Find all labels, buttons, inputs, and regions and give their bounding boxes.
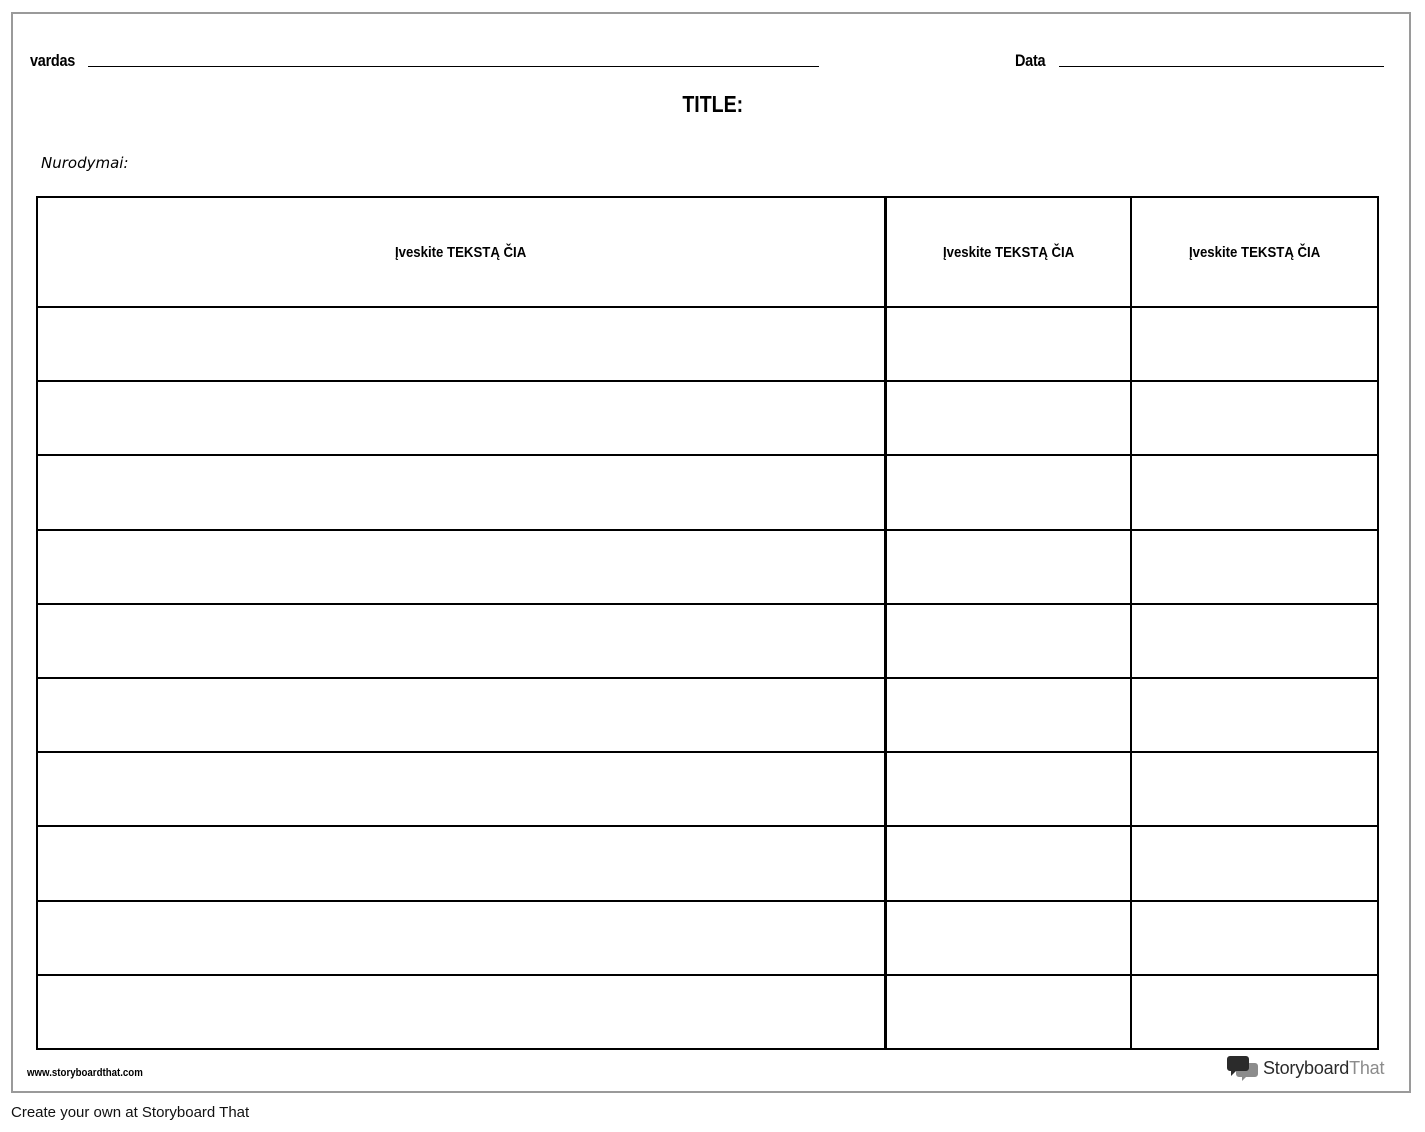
table-row xyxy=(37,307,1378,381)
table-cell[interactable] xyxy=(885,455,1131,529)
table-cell[interactable] xyxy=(885,381,1131,455)
table-row xyxy=(37,455,1378,529)
table-cell[interactable] xyxy=(885,752,1131,826)
table-cell[interactable] xyxy=(1131,381,1378,455)
table-cell[interactable] xyxy=(37,678,885,752)
table-cell[interactable] xyxy=(1131,678,1378,752)
date-line[interactable] xyxy=(1059,66,1384,67)
table-cell[interactable] xyxy=(37,975,885,1049)
table-cell[interactable] xyxy=(1131,826,1378,900)
table-row xyxy=(37,381,1378,455)
table-cell[interactable] xyxy=(885,604,1131,678)
instructions-label: Nurodymai: xyxy=(41,154,129,172)
table-cell[interactable] xyxy=(1131,455,1378,529)
worksheet-table xyxy=(36,196,1379,1050)
table-cell[interactable] xyxy=(1131,975,1378,1049)
table-cell[interactable] xyxy=(885,530,1131,604)
site-url[interactable]: www.storyboardthat.com xyxy=(27,1067,143,1079)
table-cell[interactable] xyxy=(37,381,885,455)
table-row xyxy=(37,975,1378,1049)
speech-bubbles-icon xyxy=(1227,1055,1259,1081)
table-cell[interactable] xyxy=(37,826,885,900)
table-cell[interactable] xyxy=(37,455,885,529)
table-cell[interactable] xyxy=(37,530,885,604)
table-header-row xyxy=(37,197,1378,307)
worksheet-title: TITLE: xyxy=(682,91,743,117)
table-cell[interactable] xyxy=(885,901,1131,975)
table-cell[interactable] xyxy=(1131,604,1378,678)
table-cell[interactable] xyxy=(885,678,1131,752)
table-cell[interactable] xyxy=(1131,901,1378,975)
column-header-3[interactable]: Įveskite TEKSTĄ ČIA xyxy=(1131,197,1378,307)
name-label: vardas xyxy=(30,51,76,70)
credit-text[interactable]: Create your own at Storyboard That xyxy=(11,1104,250,1121)
table-cell[interactable] xyxy=(1131,530,1378,604)
logo-text: StoryboardThat xyxy=(1263,1057,1385,1078)
date-label: Data xyxy=(1015,51,1046,70)
table-cell[interactable] xyxy=(885,826,1131,900)
table-cell[interactable] xyxy=(37,604,885,678)
table-row xyxy=(37,530,1378,604)
table-row xyxy=(37,826,1378,900)
table-cell[interactable] xyxy=(37,901,885,975)
table-row xyxy=(37,752,1378,826)
column-header-2[interactable]: Įveskite TEKSTĄ ČIA xyxy=(885,197,1131,307)
table-cell[interactable] xyxy=(37,752,885,826)
table-cell[interactable] xyxy=(885,975,1131,1049)
table-cell[interactable] xyxy=(885,307,1131,381)
storyboardthat-logo[interactable] xyxy=(1227,1055,1384,1081)
name-line[interactable] xyxy=(88,66,819,67)
table-row xyxy=(37,604,1378,678)
table-cell[interactable] xyxy=(1131,752,1378,826)
table-row xyxy=(37,678,1378,752)
table-cell[interactable] xyxy=(1131,307,1378,381)
table-cell[interactable] xyxy=(37,307,885,381)
table-row xyxy=(37,901,1378,975)
column-header-1[interactable]: Įveskite TEKSTĄ ČIA xyxy=(37,197,885,307)
